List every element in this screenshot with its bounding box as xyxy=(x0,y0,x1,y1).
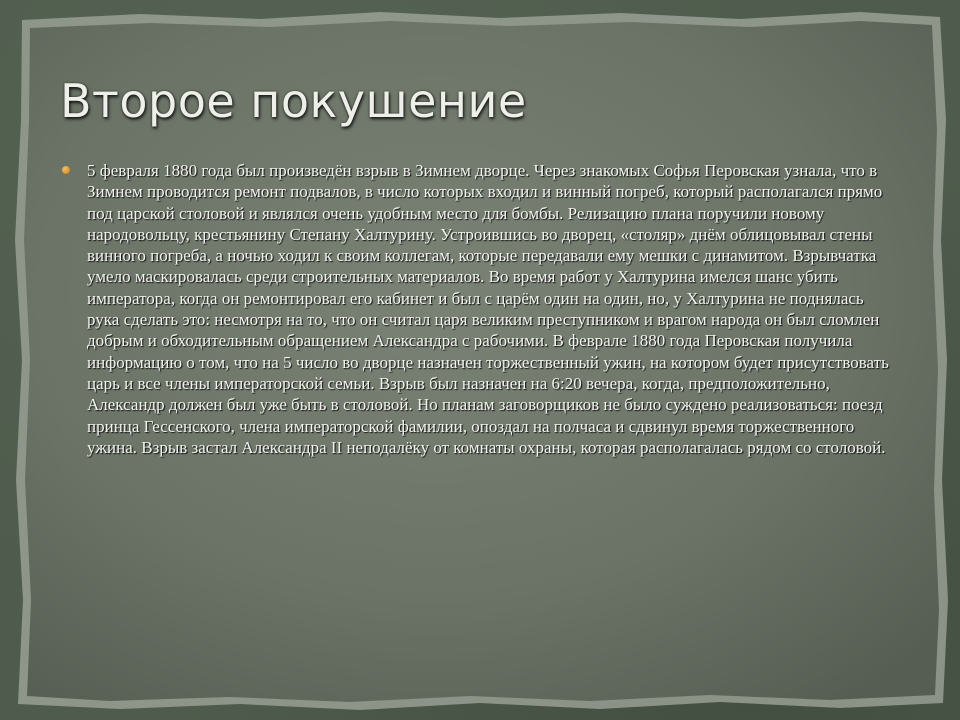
bullet-text: 5 февраля 1880 года был произведён взрыв в Зимнем дворце. Через знакомых Софья Перовская узнала, что в Зимнем проводится ремонт подвалов, в число которых входил и винный погреб, который располагался прямо под царской столовой и являлся очень удобным место для бомбы. Релизацию плана поручили новому народовольцу, крестьянину Степану Халтурину. Устроившись во дворец, «столяр» днём облицовывал стены винного погреба, а ночью ходил к своим коллегам, которые передавали ему мешки с динамитом. Взрывчатка умело маскировалась среди строительных материалов. Во время работ у Халтурина имелся шанс убить императора, когда он ремонтировал его кабинет и был с царём один на один, но, у Халтурина не поднялась рука сделать это: несмотря на то, что он считал царя великим преступником и врагом народа он был сломлен добрым и обходительным обращением Александра с рабочими. В феврале 1880 года Перовская получила информацию о том, что на 5 число во дворце назначен торжественный ужин, на котором будет присутствовать царь и все члены императорской семьи. Взрыв был назначен на 6:20 вечера, когда, предположительно, Александр должен был уже быть в столовой. Но планам заговорщиков не было суждено реализоваться: поезд принца Гессенского, члена императорской фамилии, опоздал на полчаса и сдвинул время торжественного ужина. Взрыв застал Александра II неподалёку от комнаты охраны, которая располагалась рядом со столовой. xyxy=(87,161,889,457)
bullet-dot-icon xyxy=(62,166,70,174)
slide-title: Второе покушение xyxy=(60,74,527,128)
bullet-item xyxy=(62,160,894,458)
slide-content xyxy=(62,160,894,458)
